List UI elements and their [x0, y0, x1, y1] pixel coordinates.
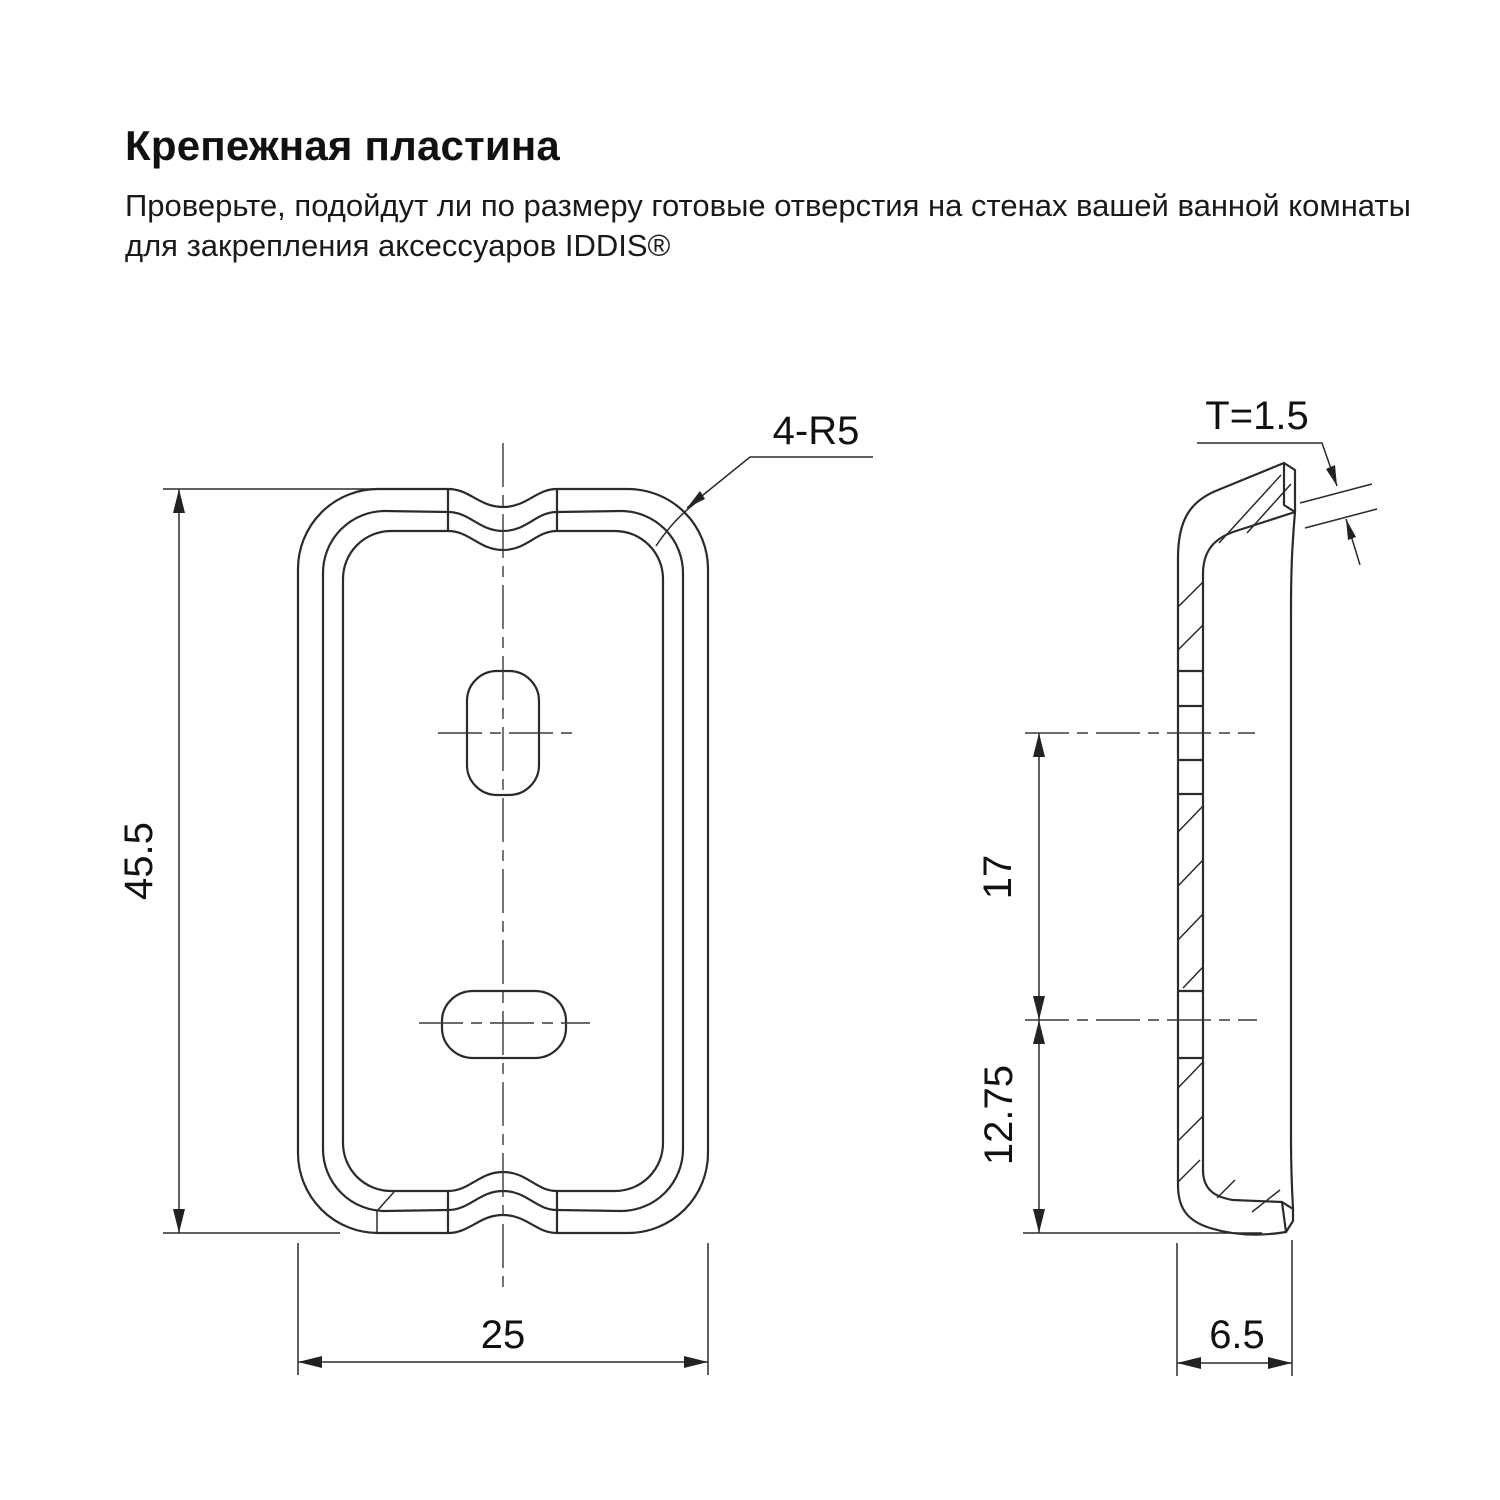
bottom-slot: [442, 991, 566, 1058]
thickness-leader-shelf: [1197, 443, 1337, 486]
page-title: Крепежная пластина: [125, 122, 560, 169]
side-centerlines: [1025, 733, 1257, 1020]
thickness-ext-upper: [1300, 484, 1372, 503]
radius-leader-arrow: [687, 491, 705, 508]
thickness-arrow-lower: [1346, 519, 1356, 540]
lower-arrow-top: [1033, 1020, 1045, 1044]
front-height-dimension-label: 45.5: [117, 822, 161, 900]
description-line-1: Проверьте, подойдут ли по размеру готовые отверстия на стенах вашей ванной комнаты: [125, 188, 1411, 223]
bottom-flange: [1178, 1170, 1293, 1235]
upper-arrow-top: [1033, 733, 1045, 757]
lower-arrow-bottom: [1033, 1209, 1045, 1233]
bottom-flange-outer: [1178, 1185, 1286, 1235]
description-line-2: для закрепления аксессуаров IDDIS®: [125, 228, 671, 263]
bottom-flange-tip-face: [1282, 1202, 1293, 1232]
thickness-callout: [1197, 394, 1377, 565]
thickness-ext-lower: [1305, 509, 1377, 528]
front-width-dimension-label: 25: [480, 1313, 526, 1357]
rim-silhouette-edge: [1291, 512, 1295, 1209]
height-arrow-bottom: [173, 1209, 185, 1233]
corner-radius-callout: [656, 409, 873, 546]
side-depth-dimension-label: 6.5: [1209, 1313, 1265, 1357]
depth-arrow-left: [1177, 1357, 1201, 1369]
section-web: [1178, 558, 1203, 1185]
depth-arrow-right: [1268, 1357, 1292, 1369]
height-arrow-top: [173, 489, 185, 513]
thickness-label: T=1.5: [1205, 394, 1309, 438]
thickness-arrow-upper: [1326, 465, 1337, 486]
width-arrow-left: [298, 1356, 322, 1368]
lower-segment-dimension: [977, 1020, 1262, 1233]
top-flange: [1178, 463, 1295, 574]
bottom-flange-hatch: [1217, 1180, 1280, 1212]
radius-leader-shelf: [687, 457, 873, 508]
depth-dimension: [1177, 1240, 1292, 1376]
upper-segment-dimension: [976, 733, 1045, 1020]
height-dimension: [117, 489, 452, 1233]
upper-arrow-bottom: [1033, 996, 1045, 1020]
front-centerlines: [419, 443, 590, 1290]
front-view: [117, 409, 873, 1375]
top-flange-tip-face: [1284, 463, 1295, 512]
side-view: [976, 394, 1377, 1376]
width-arrow-right: [684, 1356, 708, 1368]
bottom-flange-detail: [377, 1192, 394, 1233]
top-flange-inner: [1203, 512, 1295, 574]
corner-radius-label: 4-R5: [772, 409, 860, 453]
side-upper-dimension-label: 17: [976, 854, 1020, 900]
mounting-slots: [442, 671, 566, 1058]
side-lower-dimension-label: 12.75: [977, 1064, 1021, 1166]
